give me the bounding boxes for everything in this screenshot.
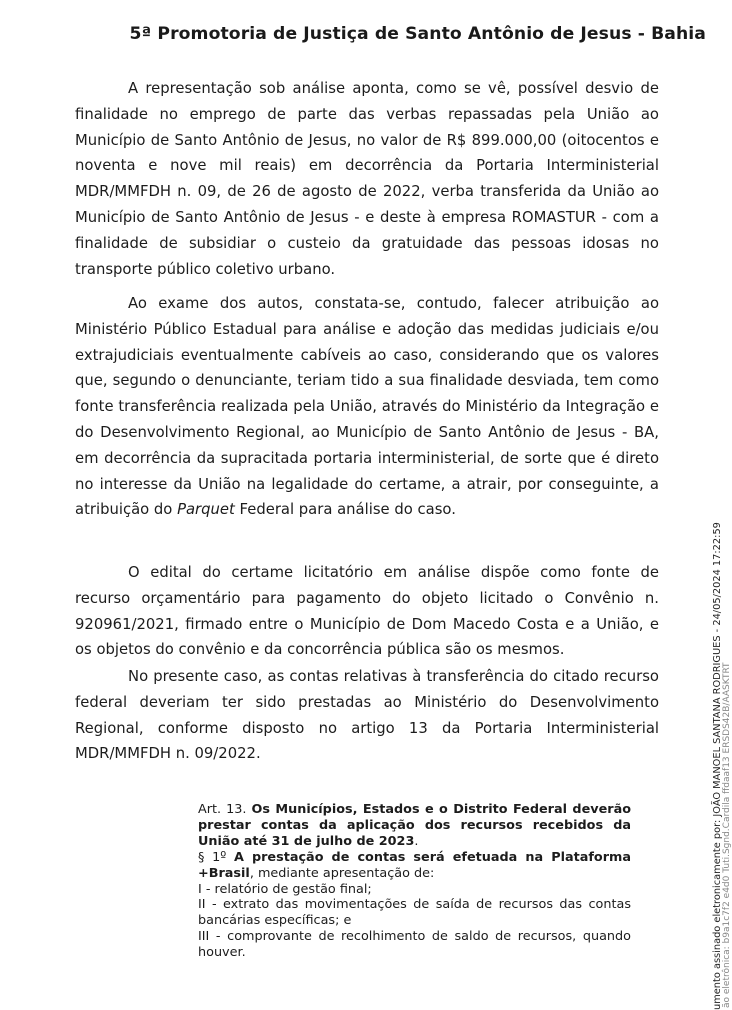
paragraph-2 [75, 291, 659, 523]
signature-text: umento assinado eletronicamente por: JOÃO MANOEL SANTANA RODRIGUES - 24/05/2024 17:22:59 [712, 522, 723, 1010]
paragraph-2-end: Federal para análise do caso. [234, 501, 456, 519]
clause-item: I - relatório de gestão final; [198, 881, 372, 897]
clause-item: III - comprovante de recolhimento de saldo de recursos, quando houver. [198, 929, 631, 961]
article-13 [198, 802, 631, 850]
article-label: Art. 13. [198, 802, 247, 817]
paragraph-1: A representação sob análise aponta, como se vê, possível desvio de finalidade no emprego de parte das verbas repassadas pela União ao Município de Santo Antônio de Jesus, no valor de R$ 899.000,00 (oitocentos e noventa e nove mil reais) em decorrência da Portaria Interministerial MDR/MMFDH n. 09, de 26 de agosto de 2022, verba transferida da União ao Município de Santo Antônio de Jesus - e deste à empresa ROMASTUR - com a finalidade de subsidiar o custeio da gratuidade das pessoas idosas no transporte público coletivo urbano. [75, 80, 659, 278]
clause-rest-text: , mediante apresentação de: [249, 865, 435, 881]
clause-item: II - extrato das movimentações de saída de recursos das contas bancárias específicas; e [198, 897, 631, 929]
paragraph-1-clause [198, 850, 631, 882]
legal-quote-block [198, 802, 631, 961]
clause-label: § 1º [198, 849, 227, 865]
paragraph-4: No presente caso, as contas relativas à transferência do citado recurso federal deveriam ter sido prestadas ao Ministério do Desenvolvimento Regional, conforme disposto no artigo 13 da Portaria Interministerial MDR/MMFDH n. 09/2022. [75, 668, 659, 763]
article-bold-text: Os Municípios, Estados e o Distrito Federal deverão prestar contas da aplicação dos recursos recebidos da União até 31 de julho de 2023 [198, 802, 632, 849]
paragraph-3: O edital do certame licitatório em análise dispõe como fonte de recurso orçamentário para pagamento do objeto licitado o Convênio n. 920961/2021, firmado entre o Município de Dom Macedo Costa e a União, e os objetos do convênio e da concorrência pública são os mesmos. [75, 564, 659, 659]
clause-bold-text: A prestação de contas será efetuada na Plataforma +Brasil [198, 849, 632, 881]
parquet-italic: Parquet [177, 501, 235, 519]
page-header: 5ª Promotoria de Justiça de Santo Antônio de Jesus - Bahia [129, 24, 706, 44]
article-end: . [414, 833, 419, 849]
signature-verification-text: ão eletrônica: b9a1c7f2 e4d0 Tuti.Sgnd.Cardila ffdaaf13 ERSDS42B/AASKTRT [722, 662, 732, 1008]
paragraph-2-text: Ao exame dos autos, constata-se, contudo, falecer atribuição ao Ministério Público Estadual para análise e adoção das medidas judiciais e/ou extrajudiciais eventualmente cabíveis ao caso, considerando que os valores que, segundo o denunciante, teriam tido a sua finalidade desviada, tem como fonte transferência realizada pela União, através do Ministério da Integração e do Desenvolvimento Regional, ao Município de Santo Antônio de Jesus - BA, em decorrência da supracitada portaria interministerial, de sorte que é direto no interesse da União na legalidade do certame, a atrair, por conseguinte, a atribuição do [75, 295, 659, 519]
